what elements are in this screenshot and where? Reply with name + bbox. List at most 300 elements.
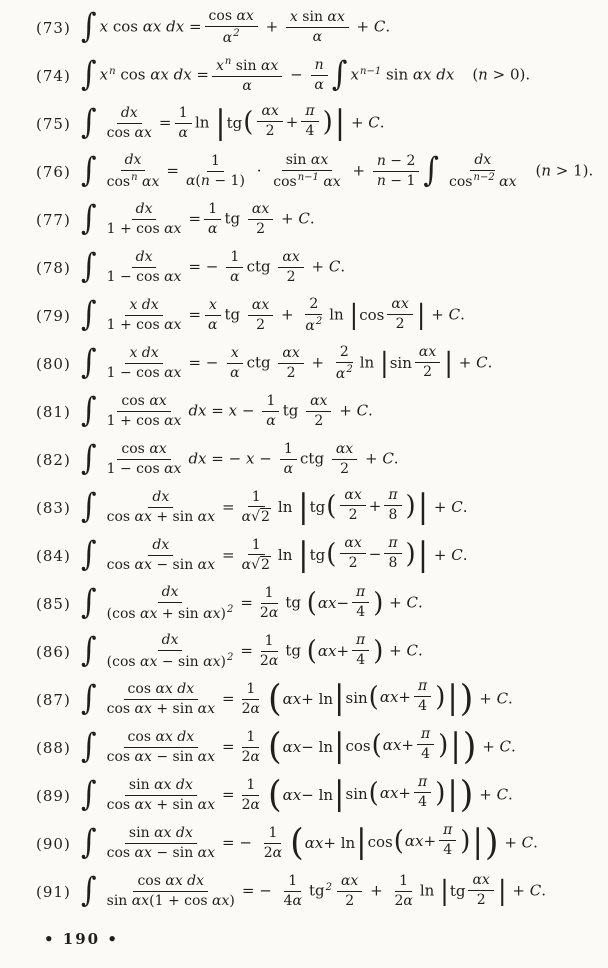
math-roman: 2 [345, 892, 355, 909]
math-roman: − ln [301, 738, 334, 756]
math-roman: ln [194, 114, 215, 132]
formula-row [36, 676, 600, 724]
fraction-denominator [332, 363, 357, 382]
math-roman: 2 [256, 316, 266, 333]
math-variable: C [496, 786, 509, 804]
math-variable: x [230, 345, 239, 362]
math-variable: αx [140, 653, 158, 670]
superscript: 2 [226, 651, 234, 663]
fraction-denominator [373, 172, 420, 189]
fraction [384, 487, 401, 522]
math-variable: αx [164, 220, 182, 237]
math-variable: αx [164, 268, 182, 285]
math-variable: αx dx [165, 873, 205, 890]
fraction [414, 774, 431, 809]
math-roman: 2 [259, 652, 269, 669]
formula-body: ∫ $\frac{dx}{\text{1 − cos αx}}$ = − $\frac{1}{\alpha}$ ctg $\frac{\alpha x}{2}$ + C. [81, 246, 346, 287]
fraction-denominator [260, 844, 286, 861]
math-variable: αx [261, 103, 279, 120]
math-variable: αx [317, 594, 337, 612]
fraction-denominator [219, 27, 244, 46]
math-roman: + sin [157, 605, 204, 622]
math-roman: 4 [418, 793, 428, 810]
math-variable: π [417, 678, 428, 695]
formula-number: (89) [36, 787, 71, 805]
formula-number: (91) [36, 883, 71, 901]
fraction-denominator [103, 700, 219, 717]
math-roman: 1 [251, 536, 261, 553]
fraction-denominator [103, 412, 186, 429]
formula-number: (76) [36, 163, 71, 181]
formula-body: ∫ $\frac{dx}{\cos^n \alpha x}$ = $\frac{1}{\alpha(n - 1)}$ · $\frac{\text{sin αx}}{\cos^{n-1} \alpha x}$ + $\frac{n - 2}{n - 1}$ ∫ $\frac{dx}{\cos^{n-2} \alpha x}$ (n > 1). [81, 150, 594, 191]
formula-number: (80) [36, 355, 71, 373]
math-roman: sin [128, 825, 155, 842]
fraction-numerator [306, 393, 331, 411]
superscript: 2 [325, 882, 332, 893]
fraction [269, 152, 344, 189]
fraction-denominator [336, 460, 353, 477]
math-variable: α [272, 844, 283, 861]
math-roman: + [334, 402, 357, 420]
fraction-denominator [182, 172, 249, 189]
math-roman: + ln [323, 834, 356, 852]
math-roman: + [276, 306, 299, 324]
math-roman: + [306, 354, 329, 372]
fraction-numerator [117, 105, 142, 123]
math-variable: αx [251, 297, 270, 314]
fraction-numerator [132, 201, 157, 219]
fraction-numerator [439, 822, 456, 840]
group-content [304, 822, 484, 861]
fraction [103, 825, 219, 860]
math-roman: 1 [208, 201, 218, 218]
fraction-numerator [261, 585, 278, 603]
math-roman: − [368, 545, 382, 563]
fraction-numerator [248, 537, 265, 555]
formula-row [36, 820, 600, 868]
group-content [346, 680, 447, 715]
formula-number: (84) [36, 547, 71, 565]
math-variable: αx [335, 441, 354, 458]
formula-body: ∫ $\frac{dx}{\text{cos αx}}$ = $\frac{1}{\alpha}$ ln | tg ( $\frac{\alpha x}{2}$ + $\frac{\pi}{4}$ ) | + C. [81, 102, 385, 143]
math-variable: dx [135, 249, 153, 266]
formula-body: ∫ $\frac{\text{x dx}}{\text{1 + cos αx}}$ = $\frac{x}{\alpha}$ tg $\frac{\alpha x}{2}$ + $\frac{2}{\alpha^2}$ ln | cos $\frac{\alpha x}{2}$ | + C. [81, 294, 465, 335]
fraction-denominator [302, 122, 319, 139]
fraction-denominator [238, 748, 264, 765]
math-roman: cos [106, 844, 135, 861]
fraction-numerator [121, 152, 146, 170]
fraction [205, 8, 258, 45]
superscript: n−2 [473, 171, 495, 183]
fraction-denominator [103, 603, 238, 622]
fraction [103, 441, 186, 476]
math-variable: αx [404, 832, 424, 850]
math-variable: α [266, 412, 276, 429]
math-variable: αx [197, 556, 216, 573]
superscript: 2 [315, 315, 323, 327]
math-roman: − [285, 66, 308, 84]
math-roman: . [533, 834, 538, 852]
group-content [359, 297, 416, 332]
math-variable: αx [164, 316, 182, 333]
group-content [405, 823, 459, 858]
group-content [346, 776, 447, 811]
paren-group: ( αx + $\frac{\pi}{4}$ ) [368, 774, 446, 810]
fraction [103, 729, 219, 764]
math-roman: + [336, 642, 350, 660]
superscript: n [131, 171, 138, 183]
math-variable: αx [164, 412, 182, 429]
math-roman: cos [273, 173, 297, 190]
fraction-denominator [352, 651, 369, 668]
group-content [390, 345, 444, 380]
math-variable: n [314, 57, 324, 74]
math-roman: tg [224, 306, 245, 324]
sqrt-value: 2 [261, 509, 270, 525]
group-content [282, 726, 462, 765]
formula-body: ∫ $\frac{dx}{\text{cos αx − sin αx}}$ = 1 α √ 2 ln | tg ( $\frac{\alpha x}{2}$ − $\frac{\pi}{8}$ ) | + C. [81, 534, 468, 575]
math-roman: = [222, 786, 235, 804]
fraction-numerator [414, 774, 431, 792]
math-roman: + [507, 882, 530, 900]
math-roman: 2 [309, 296, 319, 313]
math-roman: ln [419, 882, 440, 900]
formula-body: ∫ $\frac{\text{cos αx}}{\text{1 + cos αx}}$ dx = x − $\frac{1}{\alpha}$ tg $\frac{\alpha x}{2}$ + C. [81, 390, 373, 431]
fraction-denominator [310, 412, 327, 429]
formula-body: ∫ $\frac{\text{cos αx}}{\text{1 − cos αx}}$ dx = − x − $\frac{1}{\alpha}$ ctg $\frac{\alpha x}{2}$ + C. [81, 438, 399, 479]
fraction-denominator [280, 892, 306, 909]
paren-group: ( αx − ln | cos ( αx + $\frac{\pi}{4}$ ) | ) [268, 726, 477, 768]
math-roman: 4 [421, 745, 431, 762]
math-variable: αx [472, 872, 490, 889]
fraction-denominator [283, 364, 300, 381]
math-variable: αx [327, 9, 345, 26]
math-variable: αx [137, 173, 160, 190]
math-variable: α [250, 748, 260, 765]
math-roman: cos [106, 748, 135, 765]
math-roman: tg [285, 642, 306, 660]
fraction-denominator [384, 554, 401, 571]
fraction-numerator [470, 152, 495, 170]
fraction [256, 585, 282, 620]
abs-group: | tg $\frac{\alpha x}{2}$ | [440, 872, 507, 908]
math-roman: 2 [339, 344, 349, 361]
superscript: 2 [346, 363, 353, 375]
math-variable: C [382, 450, 394, 468]
abs-group: | sin ( αx + $\frac{\pi}{4}$ ) | [334, 678, 458, 717]
math-roman: ) [229, 892, 235, 909]
math-roman: 2 [241, 748, 251, 765]
math-roman: + [474, 786, 497, 804]
math-roman: cos [345, 737, 371, 755]
math-roman: 1 [268, 825, 278, 842]
fraction-denominator [309, 28, 326, 45]
math-variable: dx [124, 152, 142, 169]
abs-group: | cos ( αx + $\frac{\pi}{4}$ ) | [334, 726, 461, 765]
formula-row [36, 196, 600, 244]
math-roman: = [222, 690, 235, 708]
math-variable: αx [134, 508, 152, 525]
math-roman: 4 [283, 892, 293, 909]
fraction-denominator [445, 171, 520, 190]
math-variable: C [373, 18, 386, 36]
superscript: n [224, 56, 232, 68]
math-roman: 1 [264, 633, 274, 650]
formula-number: (75) [36, 115, 71, 133]
math-roman: − sin [157, 653, 204, 670]
fraction [103, 152, 164, 189]
fraction [238, 537, 275, 573]
fraction-numerator [352, 632, 369, 650]
fraction [286, 9, 349, 44]
math-roman: 1 [230, 249, 240, 266]
math-roman: 2 [340, 460, 349, 477]
math-variable: π [388, 535, 398, 552]
math-roman: cos [106, 796, 135, 813]
fraction-numerator [264, 825, 281, 843]
formula-row [36, 340, 600, 388]
fraction [414, 678, 431, 713]
superscript: n [109, 66, 116, 77]
math-variable: αx dx [154, 777, 193, 794]
abs-group: | tg ( $\frac{\alpha x}{2}$ + $\frac{\pi}{8}$ ) | [298, 487, 429, 526]
math-roman: 2 [348, 554, 358, 571]
math-variable: αx [149, 393, 167, 410]
math-variable: dx [161, 632, 179, 649]
fraction-numerator [261, 633, 278, 651]
fraction [248, 297, 273, 332]
formula-body: ∫ $\frac{dx}{(\cos \alpha x + \sin \alpha x)^2}$ = $\frac{1}{2\alpha}$ tg ( αx − $\frac{\pi}{4}$ ) + C. [81, 582, 423, 623]
fraction-denominator [283, 268, 300, 285]
abs-group: | tg ( $\frac{\alpha x}{2}$ − $\frac{\pi}{8}$ ) | [298, 535, 429, 574]
fraction-denominator [345, 506, 362, 523]
fraction-numerator [352, 584, 369, 602]
fraction-numerator [305, 296, 322, 314]
fraction [332, 441, 357, 476]
sqrt-sign: √ [251, 509, 260, 525]
fraction-numerator [284, 873, 301, 891]
math-roman: . [511, 738, 516, 756]
math-roman: 1 − cos [106, 268, 165, 285]
math-roman: + [398, 688, 411, 706]
math-variable: x [350, 66, 359, 84]
math-variable: α [178, 124, 188, 141]
math-variable: n [200, 172, 210, 189]
fraction [212, 56, 282, 93]
formula-body: ∫ $\frac{\text{sin αx dx}}{\text{cos αx + sin αx}}$ = $\frac{1}{2\alpha}$ ( αx − ln | sin ( αx + $\frac{\pi}{4}$ ) | ) + C. [81, 774, 513, 816]
math-roman: + [499, 834, 522, 852]
paren-group: ( αx − ln | sin ( αx + $\frac{\pi}{4}$ ) | ) [268, 774, 474, 816]
fraction-denominator [256, 652, 282, 669]
fraction-numerator [373, 153, 420, 171]
math-variable: α [268, 652, 279, 669]
math-variable: αx [282, 738, 302, 756]
abs-group: | tg ( $\frac{\alpha x}{2}$ + $\frac{\pi}{4}$ ) | [215, 103, 346, 142]
superscript: n−1 [297, 171, 319, 183]
fraction [103, 345, 186, 380]
math-roman: = [188, 210, 202, 228]
fraction-numerator [125, 825, 197, 843]
fraction-numerator [125, 345, 162, 363]
formula-number: (74) [36, 67, 71, 85]
fraction [306, 393, 331, 428]
fraction-numerator [340, 487, 365, 505]
superscript: 2 [226, 603, 234, 615]
fraction-numerator [248, 201, 273, 219]
fraction [373, 153, 420, 188]
fraction-numerator [337, 873, 362, 891]
math-variable: αx [251, 201, 270, 218]
math-roman: ( [195, 172, 201, 189]
math-roman: = − [188, 354, 224, 372]
math-roman: + sin [151, 508, 198, 525]
math-roman: + [360, 450, 383, 468]
fraction-denominator [103, 220, 186, 237]
math-variable: αx [260, 58, 279, 75]
math-roman: − sin [151, 556, 198, 573]
math-roman: ctg [246, 258, 276, 276]
math-roman: 1 [246, 681, 256, 698]
math-roman: 2 [256, 220, 266, 237]
fraction-numerator [148, 489, 173, 507]
fraction-numerator [242, 777, 259, 795]
math-variable: α [250, 796, 260, 813]
math-roman: 1 + cos [106, 220, 165, 237]
math-roman: 2 [265, 122, 275, 139]
math-variable: αx [282, 690, 302, 708]
math-roman: cos [112, 18, 143, 36]
formula-number: (77) [36, 211, 71, 229]
math-roman: + [429, 546, 452, 564]
fraction [103, 681, 219, 716]
fraction-numerator [278, 249, 303, 267]
math-variable: αx dx [412, 66, 455, 84]
math-roman: sin [231, 58, 261, 75]
math-roman: − 2 [385, 153, 416, 170]
math-variable: α [230, 364, 240, 381]
fraction [174, 105, 191, 140]
fraction [257, 103, 282, 138]
math-variable: α [292, 892, 302, 909]
formula-list [36, 4, 600, 916]
fraction-numerator [278, 345, 303, 363]
fraction-denominator [262, 412, 279, 429]
math-roman: + [365, 882, 388, 900]
math-roman: 2 [259, 604, 269, 621]
fraction [256, 633, 282, 668]
math-variable: x [289, 9, 303, 26]
math-variable: n [541, 162, 552, 180]
math-variable: α [185, 172, 196, 189]
formula-body: ∫ $\frac{dx}{(\cos \alpha x - \sin \alpha x)^2}$ = $\frac{1}{2\alpha}$ tg ( αx + $\frac{\pi}{4}$ ) + C. [81, 630, 423, 671]
math-variable: α [268, 604, 279, 621]
math-variable: dx [474, 152, 492, 169]
math-roman: 1 [246, 729, 256, 746]
math-variable: π [356, 584, 366, 601]
fraction [352, 584, 369, 619]
paren-group: ( αx + $\frac{\pi}{4}$ ) [306, 632, 384, 668]
math-roman: 2 [423, 363, 433, 380]
fraction-numerator [204, 201, 221, 219]
fraction [238, 777, 264, 812]
fraction-numerator [311, 57, 328, 75]
math-roman: (1 + cos [149, 892, 213, 909]
group-content [337, 536, 404, 571]
formula-row [36, 868, 600, 916]
math-variable: α [305, 317, 315, 334]
fraction-denominator [252, 316, 269, 333]
math-roman: 2 [286, 268, 296, 285]
group-content [450, 873, 497, 908]
math-roman: 2 [263, 844, 273, 861]
fraction-denominator [103, 892, 239, 909]
math-roman: cos [127, 681, 156, 698]
math-variable: C [356, 402, 369, 420]
fraction-denominator [103, 364, 186, 381]
math-variable: π [388, 487, 398, 504]
paren-group: ( αx − $\frac{\pi}{4}$ ) [306, 584, 384, 620]
math-roman: 1 [178, 105, 188, 122]
formula-number: (87) [36, 691, 71, 709]
math-variable: x dx [129, 345, 159, 362]
math-roman: cos [121, 393, 150, 410]
math-roman: + [384, 594, 407, 612]
math-roman: cos [106, 556, 135, 573]
fraction [103, 873, 239, 908]
paren-group: ( αx + $\frac{\pi}{4}$ ) [371, 726, 449, 762]
fraction-numerator [205, 8, 258, 26]
formula-row [36, 580, 600, 628]
math-roman: 1 [399, 873, 409, 890]
math-variable: dx [120, 105, 138, 122]
math-variable: αx [134, 700, 152, 717]
math-roman: = [188, 18, 202, 36]
fraction-numerator [124, 729, 199, 747]
math-roman: ln [359, 354, 379, 372]
paren-group: ( αx + ln | sin ( αx + $\frac{\pi}{4}$ ) | ) [268, 678, 474, 720]
math-variable: dx [188, 450, 212, 468]
math-variable: x [99, 66, 109, 84]
math-variable: x [228, 402, 238, 420]
math-roman: . [368, 402, 373, 420]
math-roman: 2 [241, 796, 251, 813]
math-roman: sin [128, 777, 155, 794]
fraction [248, 201, 273, 236]
math-variable: αx [149, 441, 167, 458]
math-variable: α [314, 76, 324, 93]
math-variable: αx [382, 736, 402, 754]
formula-number: (79) [36, 307, 71, 325]
fraction-denominator [269, 171, 344, 190]
math-roman: − [254, 450, 277, 468]
math-roman: 1 [210, 153, 220, 170]
group-content [227, 105, 334, 140]
math-variable: αx [379, 688, 399, 706]
math-variable: π [443, 822, 453, 839]
math-variable: αx [134, 556, 152, 573]
fraction-denominator [174, 124, 191, 141]
abs-group: | sin $\frac{\alpha x}{2}$ | [379, 344, 454, 380]
math-variable: αx [134, 796, 152, 813]
fraction [301, 296, 326, 333]
math-variable: αx [310, 152, 329, 169]
abs-group: | cos ( αx + $\frac{\pi}{4}$ ) | [356, 822, 483, 861]
formula-row [36, 100, 600, 148]
math-variable: αx [197, 796, 216, 813]
fraction-numerator [248, 489, 265, 507]
math-roman: sin [302, 9, 328, 26]
formula-body: ∫ $x^n$ cos αx dx = $\frac{x^n \sin \alpha x}{\alpha}$ − $\frac{n}{\alpha}$ ∫ $x^{n-1}$ sin αx dx (n > 0). [81, 54, 531, 95]
